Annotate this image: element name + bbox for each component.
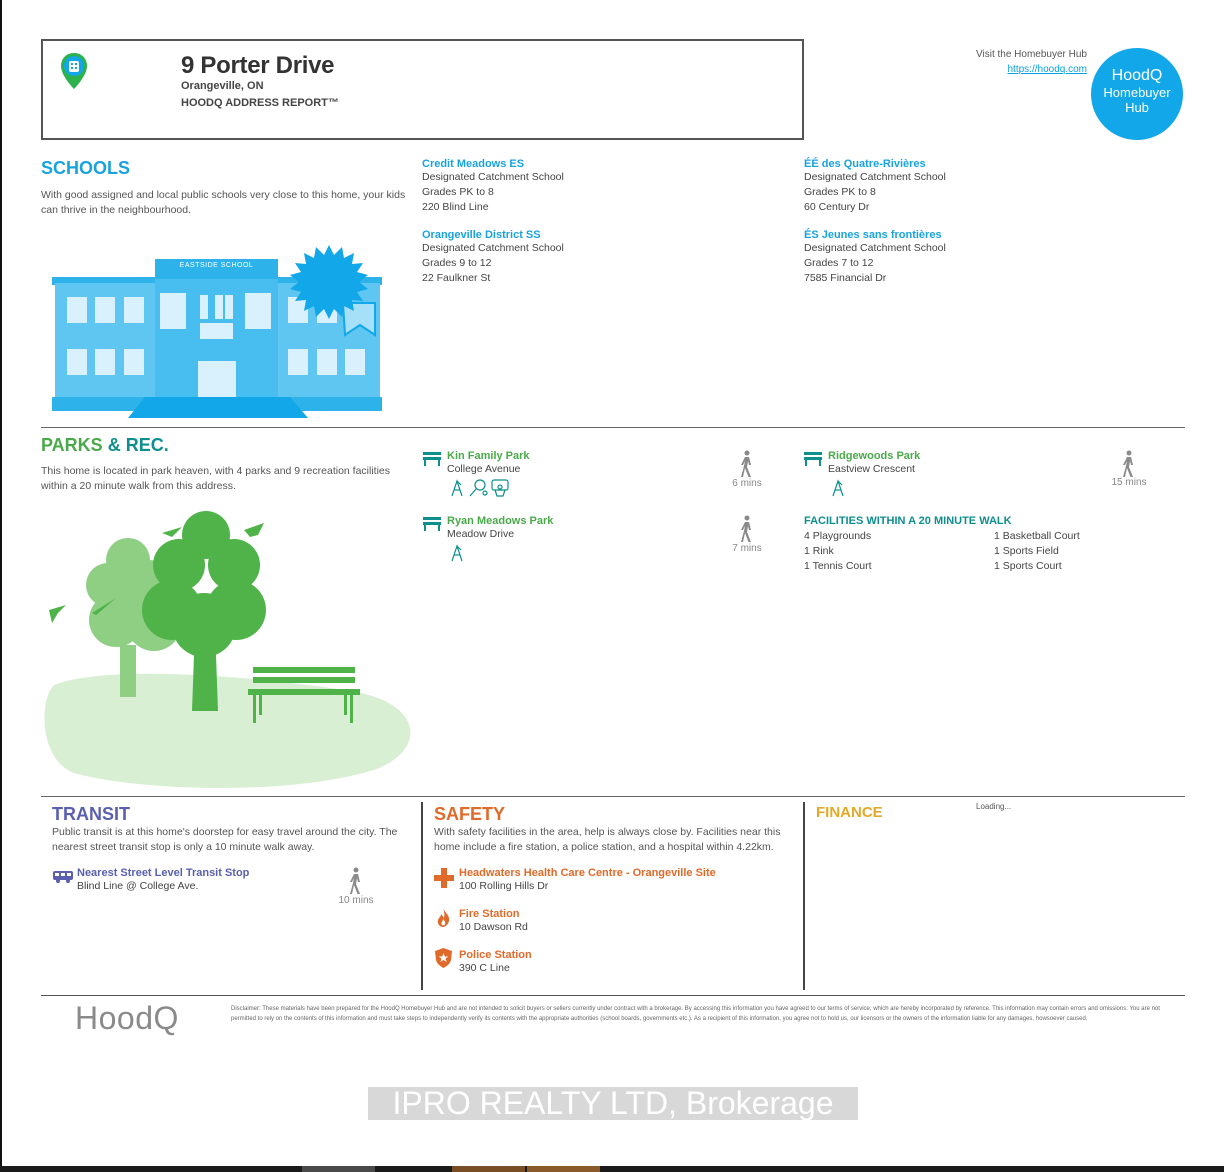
- park-bench-icon: [804, 452, 822, 466]
- walking-person-icon: [347, 867, 365, 895]
- park-name: Kin Family Park: [447, 450, 530, 462]
- schools-blurb: [41, 188, 421, 218]
- bus-icon: [53, 870, 73, 883]
- facility-item: 1 Sports Field: [994, 545, 1059, 557]
- parks-title: [41, 435, 169, 456]
- basketball-icon: [492, 480, 508, 496]
- park-name: Ridgewoods Park: [828, 450, 921, 462]
- school-type: Designated Catchment School: [422, 242, 564, 254]
- school-grades: Grades 7 to 12: [804, 257, 874, 269]
- transit-title: TRANSIT: [52, 804, 130, 824]
- parks-blurb: [41, 464, 421, 494]
- park-illustration: [44, 505, 422, 790]
- hub-badge-line1: HoodQ: [1111, 67, 1163, 84]
- safety-name: Headwaters Health Care Centre - Orangeville Site: [459, 867, 716, 879]
- facility-icons-row: [450, 479, 518, 497]
- report-label: HOODQ ADDRESS REPORT™: [181, 97, 339, 109]
- park-street: College Avenue: [447, 463, 521, 475]
- school-name: ÉS Jeunes sans frontières: [804, 229, 942, 241]
- bottom-band: [0, 1166, 1224, 1172]
- facility-item: 4 Playgrounds: [804, 530, 872, 542]
- location-pin-icon: [60, 52, 88, 90]
- safety-blurb-line1: With safety facilities in the area, help is always close by. Facilities near this: [434, 826, 781, 838]
- transit-blurb-line2: nearest street transit stop is only a 10 minute walk away.: [52, 841, 315, 853]
- playground-icon: [450, 544, 466, 562]
- school-address: 22 Faulkner St: [422, 272, 491, 284]
- section-divider: [41, 427, 1185, 428]
- bottom-band-segment: [527, 1166, 600, 1172]
- school-grades: Grades 9 to 12: [422, 257, 492, 269]
- walk-time: 15 mins: [1111, 477, 1147, 488]
- hub-prompt: Visit the Homebuyer Hub: [976, 49, 1087, 60]
- park-entry-3[interactable]: [447, 515, 553, 542]
- school-grades: Grades PK to 8: [422, 186, 494, 198]
- schools-blurb-line1: With good assigned and local public schools very close to this home, your kids: [41, 189, 406, 201]
- school-name: ÉÉ des Quatre-Rivières: [804, 158, 926, 170]
- school-address: 7585 Financial Dr: [804, 272, 887, 284]
- safety-name: Police Station: [459, 949, 532, 961]
- safety-entry-police[interactable]: [459, 949, 532, 976]
- school-grades: Grades PK to 8: [804, 186, 876, 198]
- bottom-band-segment: [302, 1166, 375, 1172]
- walking-person-icon: [1120, 450, 1138, 478]
- hoodq-logo: HoodQ: [75, 1000, 179, 1036]
- facilities-title: FACILITIES WITHIN A 20 MINUTE WALK: [804, 515, 1012, 527]
- park-bench-icon: [423, 517, 441, 531]
- facility-item: 1 Basketball Court: [994, 530, 1080, 542]
- hub-badge-line3: Hub: [1125, 100, 1149, 115]
- safety-entry-fire[interactable]: [459, 908, 528, 935]
- park-street: Meadow Drive: [447, 528, 515, 540]
- school-entry-4[interactable]: [804, 229, 946, 286]
- safety-name: Fire Station: [459, 908, 520, 920]
- playground-icon: [831, 479, 847, 497]
- facility-item: 1 Tennis Court: [804, 560, 872, 572]
- transit-stop-location: Blind Line @ College Ave.: [77, 880, 199, 892]
- park-bench-icon: [423, 452, 441, 466]
- footer-divider: [41, 995, 1185, 996]
- facility-item: 1 Sports Court: [994, 560, 1062, 572]
- parks-title-a: PARKS: [41, 435, 103, 455]
- parks-blurb-line1: This home is located in park heaven, with 4 parks and 9 recreation facilities: [41, 465, 391, 477]
- finance-loading: Loading...: [976, 802, 1012, 811]
- safety-address: 10 Dawson Rd: [459, 921, 528, 933]
- column-divider: [803, 802, 805, 990]
- schools-blurb-line2: can thrive in the neighbourhood.: [41, 204, 192, 216]
- park-entry-1[interactable]: [447, 450, 530, 477]
- safety-address: 390 C Line: [459, 962, 510, 974]
- playground-icon: [452, 481, 462, 496]
- school-name: Credit Meadows ES: [422, 158, 525, 170]
- walking-person-icon: [738, 515, 756, 543]
- park-street: Eastview Crescent: [828, 463, 915, 475]
- walk-time: 7 mins: [732, 543, 762, 554]
- school-type: Designated Catchment School: [804, 242, 946, 254]
- disclaimer-text: Disclaimer: These materials have been prepared for the HoodQ Homebuyer Hub and are not intended to solicit buyers or sellers currently under contract with a brokerage. By accessing this information you have agreed to our terms of service, which are hereby incorporated by reference. This information may contain errors and omissions. You are not permitted to rely on the contents of this information and must take steps to independently verify its contents with the appropriate authorities (school boards, governments etc.). As a recipient of this information, you agree not to hold us, our licensors or the owners of the information liable for any damages, howsoever caused.: [231, 1006, 1160, 1022]
- safety-address: 100 Rolling Hills Dr: [459, 880, 549, 892]
- transit-blurb-line1: Public transit is at this home's doorstep for easy travel around the city. The: [52, 826, 398, 838]
- transit-blurb: [52, 825, 414, 855]
- address-header-box: [41, 39, 804, 140]
- school-type: Designated Catchment School: [804, 171, 946, 183]
- park-name: Ryan Meadows Park: [447, 515, 554, 527]
- school-building-illustration: [50, 245, 395, 420]
- address-title: 9 Porter Drive: [181, 52, 335, 79]
- safety-blurb: [434, 825, 796, 855]
- walk-time: 10 mins: [338, 895, 374, 906]
- tennis-icon: [470, 480, 487, 496]
- safety-entry-hospital[interactable]: [459, 867, 716, 894]
- homebuyer-hub-badge[interactable]: [1091, 48, 1183, 140]
- school-sign-text: EASTSIDE SCHOOL: [179, 262, 254, 269]
- transit-stop-entry[interactable]: [77, 867, 249, 894]
- page-left-edge: [0, 0, 2, 1172]
- parks-title-b: & REC.: [102, 435, 169, 455]
- safety-blurb-line2: home include a fire station, a police station, and a hospital within 4.22km.: [434, 841, 774, 853]
- school-address: 220 Blind Line: [422, 201, 489, 213]
- section-divider: [41, 796, 1185, 797]
- police-badge-icon: [435, 948, 452, 968]
- hub-link[interactable]: https://hoodq.com: [1007, 64, 1087, 75]
- facilities-right-list: [994, 529, 1080, 574]
- hub-badge-line2: Homebuyer: [1103, 85, 1171, 100]
- school-name: Orangeville District SS: [422, 229, 541, 241]
- flame-icon: [437, 908, 450, 927]
- walk-time: 6 mins: [732, 478, 762, 489]
- school-entry-1[interactable]: [422, 158, 564, 215]
- schools-title: SCHOOLS: [41, 158, 131, 178]
- medical-cross-icon: [434, 868, 454, 888]
- address-city: Orangeville, ON: [181, 80, 264, 92]
- parks-blurb-line2: within a 20 minute walk from this address.: [41, 480, 236, 492]
- transit-stop-label: Nearest Street Level Transit Stop: [77, 867, 250, 879]
- facility-item: 1 Rink: [804, 545, 834, 557]
- facilities-left-list: [804, 529, 872, 574]
- school-entry-3[interactable]: [422, 229, 564, 286]
- school-entry-2[interactable]: [804, 158, 946, 215]
- walking-person-icon: [738, 450, 756, 478]
- bottom-band-segment: [452, 1166, 525, 1172]
- park-entry-2[interactable]: [828, 450, 920, 477]
- school-type: Designated Catchment School: [422, 171, 564, 183]
- column-divider: [421, 802, 423, 990]
- brokerage-banner: IPRO REALTY LTD, Brokerage: [368, 1087, 858, 1120]
- safety-title: SAFETY: [434, 804, 506, 824]
- school-address: 60 Century Dr: [804, 201, 870, 213]
- finance-title: FINANCE: [816, 804, 883, 821]
